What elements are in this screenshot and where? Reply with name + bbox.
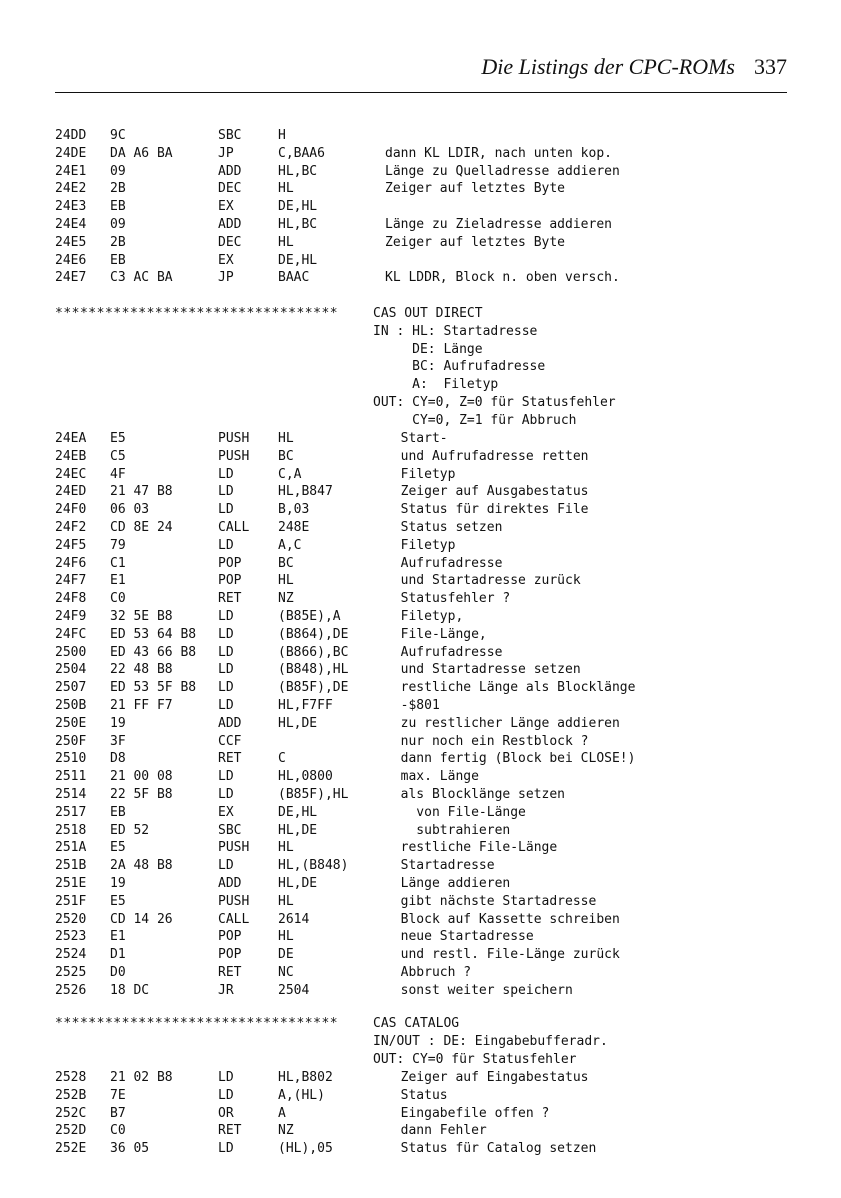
address: 24EA xyxy=(55,431,87,446)
comment: dann KL LDIR, nach unten kop. xyxy=(385,145,612,161)
operand: (B85F),HL xyxy=(278,787,349,802)
mnemonic: POP xyxy=(218,947,242,963)
address: 24EC xyxy=(55,466,87,482)
hex-bytes: CD 8E 24 xyxy=(110,520,173,535)
comment: Länge zu Zieladresse addieren xyxy=(385,217,612,232)
mnemonic: LD xyxy=(218,1087,234,1103)
hex-bytes: 22 5F B8 xyxy=(110,787,173,802)
hex-bytes: D0 xyxy=(110,965,126,980)
operand: (B848),HL xyxy=(278,662,349,678)
mnemonic: POP xyxy=(218,573,242,589)
operand: HL,DE xyxy=(278,876,318,891)
address: 250E xyxy=(55,715,87,731)
mnemonic: PUSH xyxy=(218,893,250,909)
comment: zu restlicher Länge addieren xyxy=(385,715,620,731)
mnemonic: EX xyxy=(218,199,234,215)
mnemonic: ADD xyxy=(218,217,242,232)
operand: HL,BC xyxy=(278,217,318,232)
operand: C,BAA6 xyxy=(278,145,325,161)
address: 2528 xyxy=(55,1070,87,1085)
hex-bytes: 2B xyxy=(110,181,126,197)
comment: restliche File-Länge xyxy=(385,840,558,856)
comment: Zeiger auf letztes Byte xyxy=(385,181,566,197)
hex-bytes: EB xyxy=(110,804,126,820)
comment: Status für direktes File xyxy=(385,502,589,518)
operand: BC xyxy=(278,555,294,571)
hex-bytes: 21 00 08 xyxy=(110,769,173,785)
section-title: CAS CATALOG xyxy=(373,1016,460,1031)
hex-bytes: C5 xyxy=(110,448,126,464)
comment: File-Länge, xyxy=(385,626,487,642)
section-param-line: BC: Aufrufadresse xyxy=(373,359,546,375)
address: 2518 xyxy=(55,822,87,838)
mnemonic: PUSH xyxy=(218,431,250,446)
address: 2520 xyxy=(55,911,87,927)
section-param-line: OUT: CY=0, Z=0 für Statusfehler xyxy=(373,395,616,410)
address: 2523 xyxy=(55,929,87,945)
mnemonic: SBC xyxy=(218,128,242,143)
comment: Status xyxy=(385,1087,448,1103)
hex-bytes: 21 02 B8 xyxy=(110,1070,173,1085)
hex-bytes: 22 48 B8 xyxy=(110,662,173,678)
address: 252E xyxy=(55,1141,87,1157)
address: 24FC xyxy=(55,626,87,642)
comment: gibt nächste Startadresse xyxy=(385,893,597,909)
comment: Filetyp xyxy=(385,466,456,482)
mnemonic: POP xyxy=(218,929,242,945)
operand: A,(HL) xyxy=(278,1087,325,1103)
address: 252B xyxy=(55,1087,87,1103)
mnemonic: JP xyxy=(218,270,234,286)
address: 251E xyxy=(55,876,87,891)
operand: DE,HL xyxy=(278,804,318,820)
hex-bytes: ED 43 66 B8 xyxy=(110,644,197,660)
operand: A xyxy=(278,1105,286,1121)
hex-bytes: E1 xyxy=(110,929,126,945)
operand: DE xyxy=(278,947,294,963)
mnemonic: LD xyxy=(218,769,234,785)
operand: HL xyxy=(278,234,294,250)
operand: HL,(B848) xyxy=(278,858,349,874)
section-param-line: IN/OUT : DE: Eingabebufferadr. xyxy=(373,1033,608,1049)
hex-bytes: 7E xyxy=(110,1087,126,1103)
operand: DE,HL xyxy=(278,252,318,268)
mnemonic: LD xyxy=(218,858,234,874)
hex-bytes: E1 xyxy=(110,573,126,589)
mnemonic: LD xyxy=(218,502,234,518)
section-param-line: IN : HL: Startadresse xyxy=(373,323,538,339)
mnemonic: CALL xyxy=(218,911,250,927)
mnemonic: RET xyxy=(218,751,242,767)
section-param-line: A: Filetyp xyxy=(373,377,499,393)
hex-bytes: 21 47 B8 xyxy=(110,484,173,500)
comment: restliche Länge als Blocklänge xyxy=(385,680,636,696)
comment: KL LDDR, Block n. oben versch. xyxy=(385,270,620,286)
comment: sonst weiter speichern xyxy=(385,982,573,998)
hex-bytes: E5 xyxy=(110,840,126,856)
address: 24F8 xyxy=(55,591,87,607)
comment: Aufrufadresse xyxy=(385,555,503,571)
operand: HL,B847 xyxy=(278,484,333,500)
address: 2526 xyxy=(55,982,87,998)
operand: HL,DE xyxy=(278,715,318,731)
hex-bytes: 2B xyxy=(110,234,126,250)
hex-bytes: CD 14 26 xyxy=(110,911,173,927)
address: 24E4 xyxy=(55,217,87,232)
address: 24F9 xyxy=(55,609,87,624)
hex-bytes: 09 xyxy=(110,163,126,179)
address: 250F xyxy=(55,733,87,749)
operand: NZ xyxy=(278,1123,294,1139)
comment: Abbruch ? xyxy=(385,965,472,980)
address: 24F7 xyxy=(55,573,87,589)
comment: Länge zu Quelladresse addieren xyxy=(385,163,620,179)
operand: DE,HL xyxy=(278,199,318,215)
comment: Filetyp, xyxy=(385,609,464,624)
hex-bytes: ED 53 5F B8 xyxy=(110,680,197,696)
address: 24DD xyxy=(55,128,87,143)
comment: subtrahieren xyxy=(385,822,511,838)
hex-bytes: DA A6 BA xyxy=(110,145,173,161)
mnemonic: CCF xyxy=(218,733,242,749)
mnemonic: POP xyxy=(218,555,242,571)
hex-bytes: 9C xyxy=(110,128,126,143)
hex-bytes: 2A 48 B8 xyxy=(110,858,173,874)
hex-bytes: 19 xyxy=(110,715,126,731)
operand: HL,F7FF xyxy=(278,698,333,713)
address: 2510 xyxy=(55,751,87,767)
operand: NZ xyxy=(278,591,294,607)
operand: (B866),BC xyxy=(278,644,349,660)
mnemonic: OR xyxy=(218,1105,234,1121)
operand: (B85F),DE xyxy=(278,680,349,696)
address: 24E1 xyxy=(55,163,87,179)
operand: H xyxy=(278,128,286,143)
operand: BC xyxy=(278,448,294,464)
header-title: Die Listings der CPC-ROMs xyxy=(481,54,735,79)
section-param-line: OUT: CY=0 für Statusfehler xyxy=(373,1051,577,1067)
address: 24DE xyxy=(55,145,87,161)
comment: Status für Catalog setzen xyxy=(385,1141,597,1157)
address: 24E7 xyxy=(55,270,87,286)
comment: neue Startadresse xyxy=(385,929,534,945)
hex-bytes: C0 xyxy=(110,591,126,607)
mnemonic: LD xyxy=(218,644,234,660)
address: 24F0 xyxy=(55,502,87,518)
mnemonic: DEC xyxy=(218,181,242,197)
mnemonic: EX xyxy=(218,252,234,268)
comment: Filetyp xyxy=(385,537,456,553)
operand: HL xyxy=(278,431,294,446)
address: 24F2 xyxy=(55,520,87,535)
operand: (B864),DE xyxy=(278,626,349,642)
comment: und Startadresse setzen xyxy=(385,662,581,678)
operand: 2504 xyxy=(278,982,310,998)
address: 251B xyxy=(55,858,87,874)
address: 252D xyxy=(55,1123,87,1139)
hex-bytes: E5 xyxy=(110,893,126,909)
hex-bytes: 36 05 xyxy=(110,1141,150,1157)
comment: -$801 xyxy=(385,698,440,713)
address: 24EB xyxy=(55,448,87,464)
mnemonic: LD xyxy=(218,1070,234,1085)
mnemonic: PUSH xyxy=(218,840,250,856)
page-number: 337 xyxy=(754,54,787,79)
comment: und Startadresse zurück xyxy=(385,573,581,589)
comment: max. Länge xyxy=(385,769,479,785)
address: 24ED xyxy=(55,484,87,500)
comment: dann Fehler xyxy=(385,1123,487,1139)
comment: Länge addieren xyxy=(385,876,511,891)
mnemonic: LD xyxy=(218,698,234,713)
operand: HL xyxy=(278,181,294,197)
address: 24F5 xyxy=(55,537,87,553)
hex-bytes: 32 5E B8 xyxy=(110,609,173,624)
hex-bytes: C3 AC BA xyxy=(110,270,173,286)
comment: Zeiger auf Eingabestatus xyxy=(385,1070,589,1085)
hex-bytes: C0 xyxy=(110,1123,126,1139)
comment: Eingabefile offen ? xyxy=(385,1105,550,1121)
mnemonic: PUSH xyxy=(218,448,250,464)
mnemonic: DEC xyxy=(218,234,242,250)
mnemonic: RET xyxy=(218,591,242,607)
operand: HL,0800 xyxy=(278,769,333,785)
address: 24F6 xyxy=(55,555,87,571)
address: 252C xyxy=(55,1105,87,1121)
comment: Zeiger auf Ausgabestatus xyxy=(385,484,589,500)
mnemonic: LD xyxy=(218,662,234,678)
hex-bytes: B7 xyxy=(110,1105,126,1121)
hex-bytes: 18 DC xyxy=(110,982,150,998)
hex-bytes: 79 xyxy=(110,537,126,553)
address: 24E3 xyxy=(55,199,87,215)
mnemonic: LD xyxy=(218,787,234,802)
operand: B,03 xyxy=(278,502,310,518)
mnemonic: LD xyxy=(218,680,234,696)
operand: C xyxy=(278,751,286,767)
mnemonic: RET xyxy=(218,965,242,980)
section-param-line: CY=0, Z=1 für Abbruch xyxy=(373,412,577,428)
comment: als Blocklänge setzen xyxy=(385,787,566,802)
operand: (B85E),A xyxy=(278,609,341,624)
address: 2504 xyxy=(55,662,87,678)
address: 2525 xyxy=(55,965,87,980)
operand: 2614 xyxy=(278,911,310,927)
section-title: CAS OUT DIRECT xyxy=(373,306,483,321)
mnemonic: ADD xyxy=(218,163,242,179)
hex-bytes: 09 xyxy=(110,217,126,232)
hex-bytes: C1 xyxy=(110,555,126,571)
operand: BAAC xyxy=(278,270,310,286)
mnemonic: LD xyxy=(218,626,234,642)
operand: HL,DE xyxy=(278,822,318,838)
operand: HL xyxy=(278,840,294,856)
mnemonic: JP xyxy=(218,145,234,161)
hex-bytes: 21 FF F7 xyxy=(110,698,173,713)
operand: C,A xyxy=(278,466,302,482)
address: 2524 xyxy=(55,947,87,963)
mnemonic: LD xyxy=(218,484,234,500)
comment: Block auf Kassette schreiben xyxy=(385,911,620,927)
section-param-line: DE: Länge xyxy=(373,341,483,357)
operand: HL xyxy=(278,893,294,909)
mnemonic: JR xyxy=(218,982,234,998)
operand: HL,BC xyxy=(278,163,318,179)
hex-bytes: 06 03 xyxy=(110,502,150,518)
address: 2500 xyxy=(55,644,87,660)
comment: Status setzen xyxy=(385,520,503,535)
address: 2514 xyxy=(55,787,87,802)
comment: nur noch ein Restblock ? xyxy=(385,733,589,749)
operand: HL,B802 xyxy=(278,1070,333,1085)
hex-bytes: ED 52 xyxy=(110,822,150,838)
mnemonic: LD xyxy=(218,537,234,553)
comment: und restl. File-Länge zurück xyxy=(385,947,620,963)
mnemonic: SBC xyxy=(218,822,242,838)
comment: Aufrufadresse xyxy=(385,644,503,660)
comment: Startadresse xyxy=(385,858,495,874)
address: 2517 xyxy=(55,804,87,820)
comment: und Aufrufadresse retten xyxy=(385,448,589,464)
operand: (HL),05 xyxy=(278,1141,333,1157)
separator-stars: ********************************** xyxy=(55,1016,339,1031)
mnemonic: ADD xyxy=(218,715,242,731)
address: 251A xyxy=(55,840,87,856)
address: 2511 xyxy=(55,769,87,785)
mnemonic: LD xyxy=(218,466,234,482)
hex-bytes: EB xyxy=(110,252,126,268)
operand: 248E xyxy=(278,520,310,535)
mnemonic: CALL xyxy=(218,520,250,535)
comment: dann fertig (Block bei CLOSE!) xyxy=(385,751,636,767)
address: 24E5 xyxy=(55,234,87,250)
mnemonic: LD xyxy=(218,609,234,624)
operand: A,C xyxy=(278,537,302,553)
operand: HL xyxy=(278,929,294,945)
address: 24E2 xyxy=(55,181,87,197)
address: 251F xyxy=(55,893,87,909)
mnemonic: RET xyxy=(218,1123,242,1139)
hex-bytes: ED 53 64 B8 xyxy=(110,626,197,642)
mnemonic: EX xyxy=(218,804,234,820)
operand: NC xyxy=(278,965,294,980)
separator-stars: ********************************** xyxy=(55,306,339,321)
mnemonic: LD xyxy=(218,1141,234,1157)
hex-bytes: 3F xyxy=(110,733,126,749)
address: 24E6 xyxy=(55,252,87,268)
hex-bytes: EB xyxy=(110,199,126,215)
mnemonic: ADD xyxy=(218,876,242,891)
comment: Start- xyxy=(385,431,448,446)
hex-bytes: 19 xyxy=(110,876,126,891)
comment: Zeiger auf letztes Byte xyxy=(385,234,566,250)
comment: von File-Länge xyxy=(385,804,526,820)
address: 2507 xyxy=(55,680,87,696)
hex-bytes: D1 xyxy=(110,947,126,963)
address: 250B xyxy=(55,698,87,713)
hex-bytes: 4F xyxy=(110,466,126,482)
hex-bytes: E5 xyxy=(110,431,126,446)
operand: HL xyxy=(278,573,294,589)
page-header xyxy=(55,50,787,93)
hex-bytes: D8 xyxy=(110,751,126,767)
comment: Statusfehler ? xyxy=(385,591,511,607)
